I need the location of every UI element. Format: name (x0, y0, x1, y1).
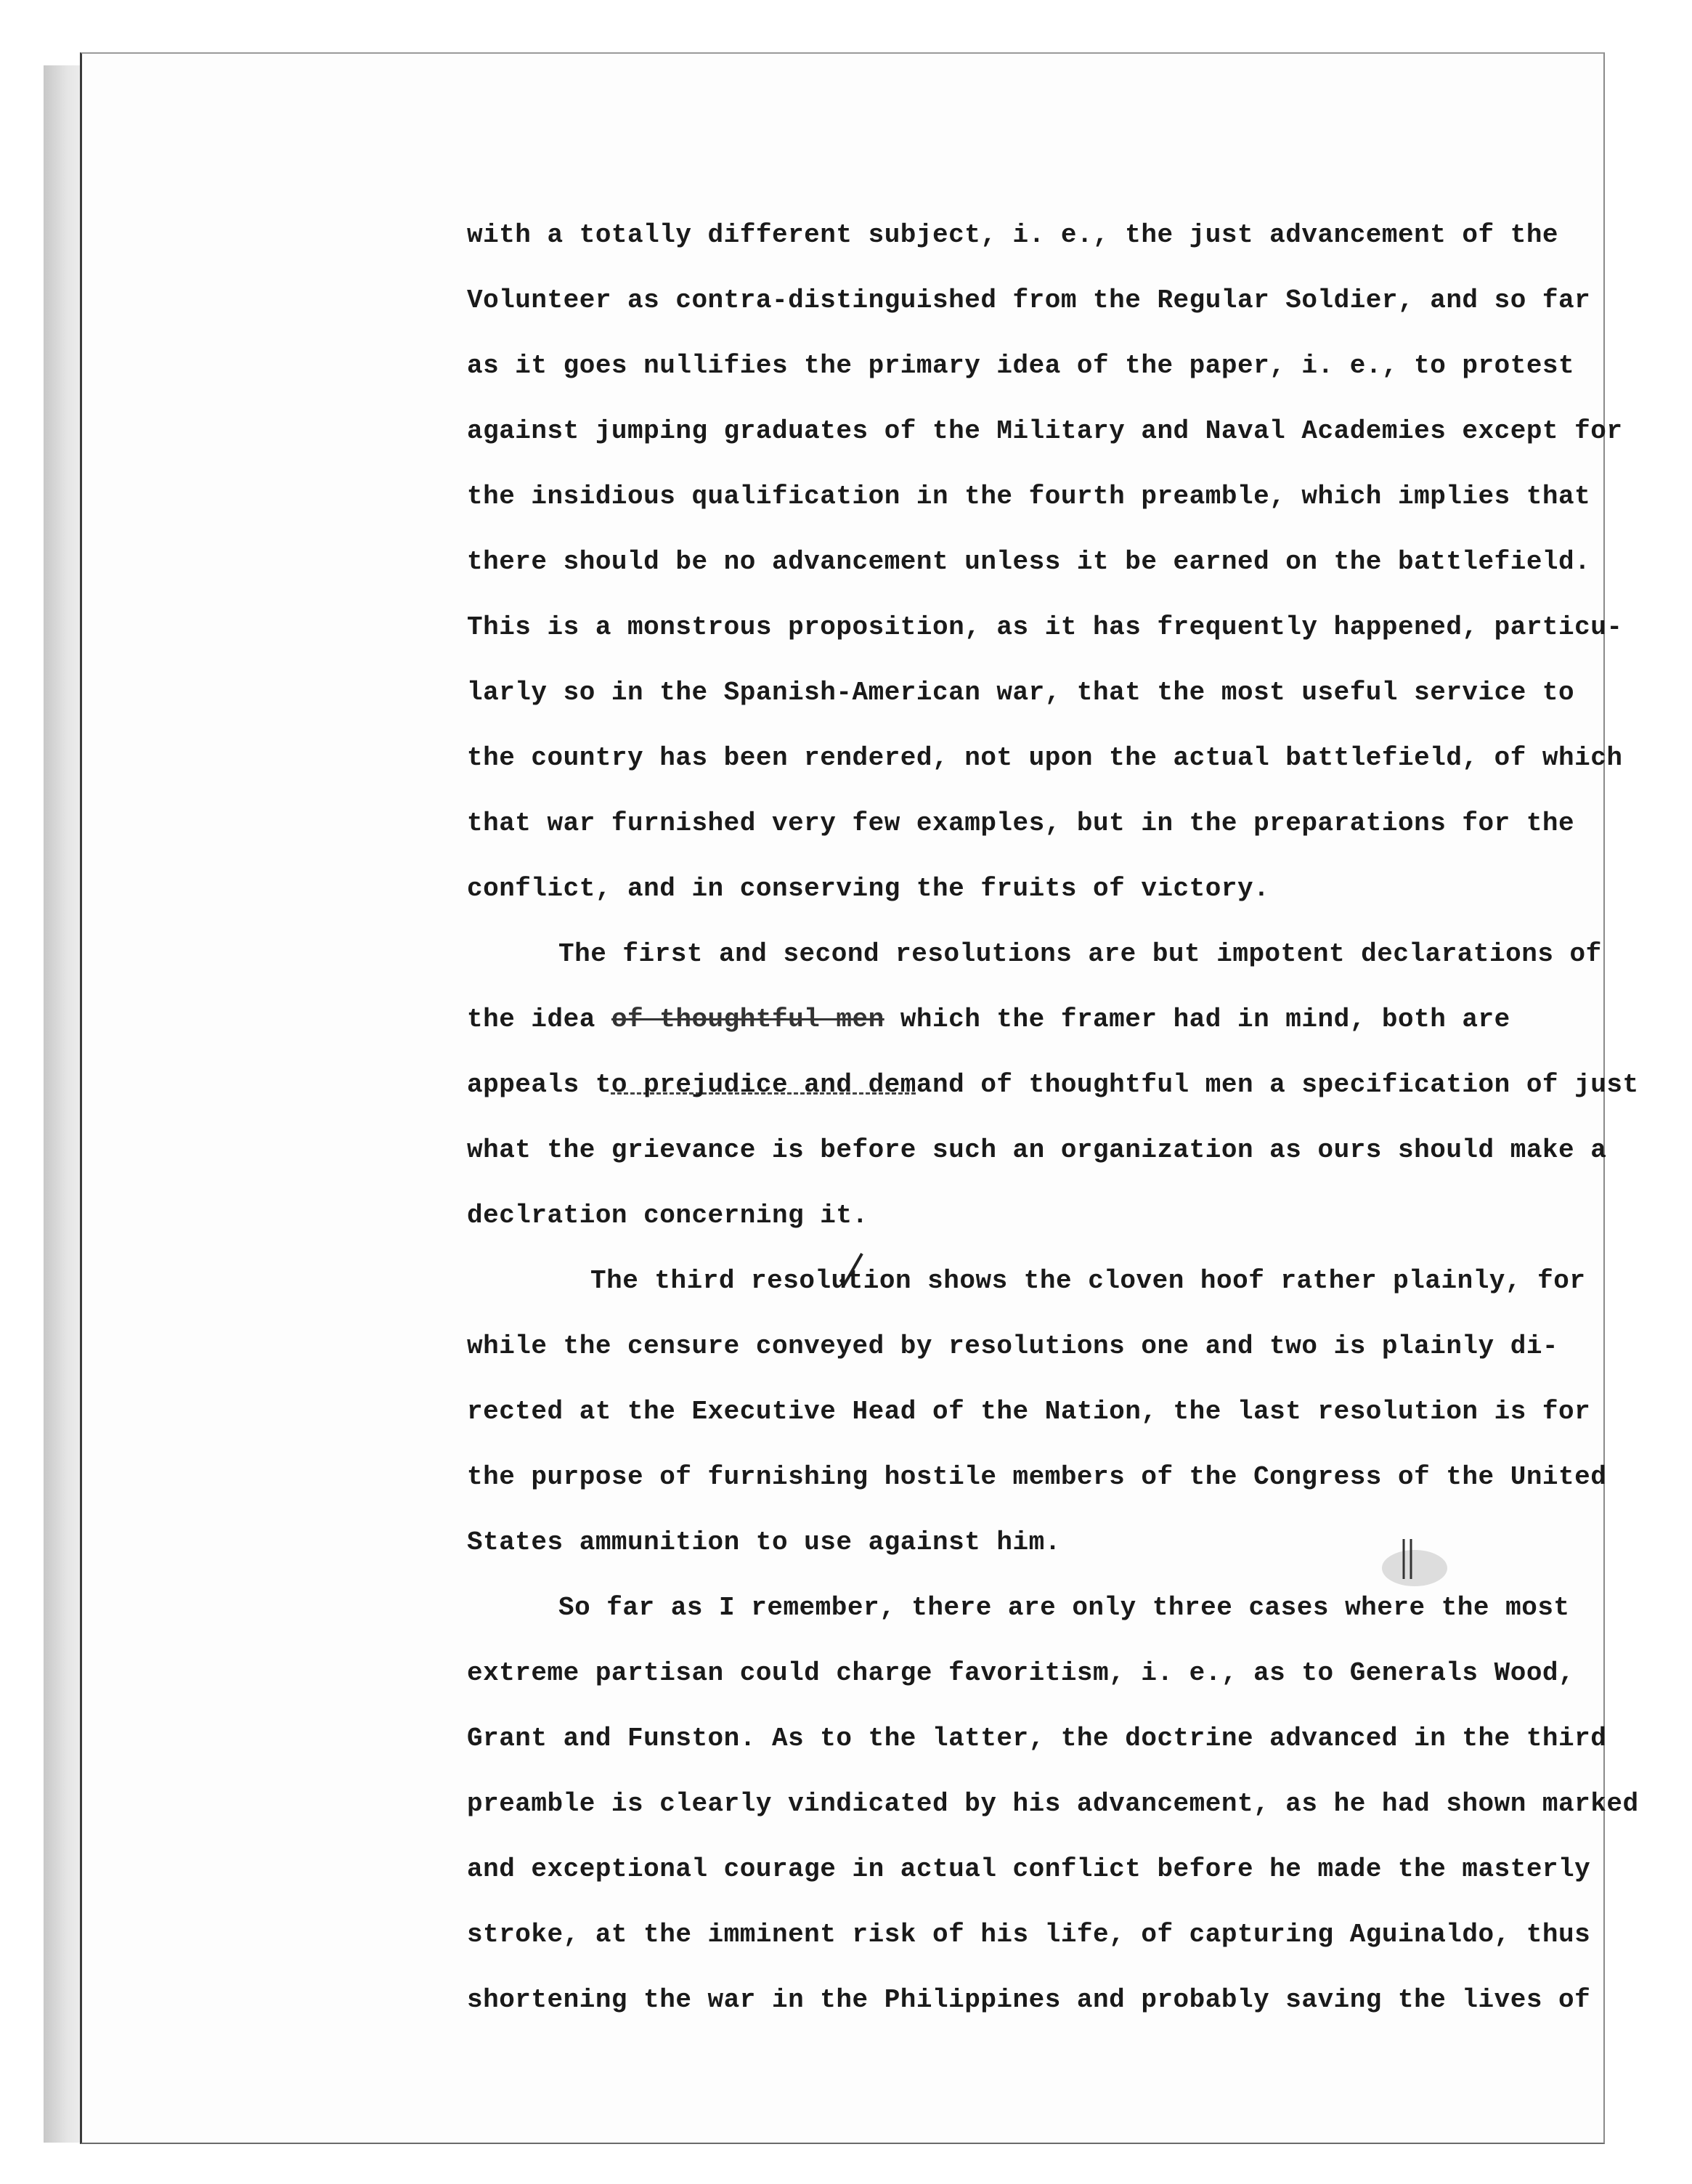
text-fragment: the idea (467, 1004, 595, 1034)
text-line: stroke, at the imminent risk of his life, of capturing Aguinaldo, thus (467, 1920, 1591, 1949)
text-line: So far as I remember, there are only three cases where the most (558, 1593, 1570, 1623)
text-line: that war furnished very few examples, but in the preparations for the (467, 808, 1575, 838)
typed-page (80, 52, 1639, 2144)
text-line: with a totally different subject, i. e., the just advancement of the (467, 220, 1559, 250)
text-line: against jumping graduates of the Military and Naval Academies except for (467, 416, 1623, 446)
ink-smudge-icon (1375, 1535, 1455, 1594)
text-line: declration concerning it. (467, 1201, 869, 1230)
text-line: States ammunition to use against him. (467, 1527, 1061, 1557)
text-line: there should be no advancement unless it be earned on the battlefield. (467, 547, 1591, 577)
text-line: the purpose of furnishing hostile members of the Congress of the United (467, 1462, 1607, 1492)
text-line: Volunteer as contra-distinguished from the Regular Soldier, and so far (467, 285, 1591, 315)
text-line: the insidious qualification in the fourth preamble, which implies that (467, 482, 1591, 511)
text-line: The first and second resolutions are but impotent declarations of (558, 939, 1602, 969)
text-fragment: which the framer had in mind, both are (900, 1004, 1510, 1034)
text-line: larly so in the Spanish-American war, that the most useful service to (467, 678, 1575, 707)
text-line: shortening the war in the Philippines and probably saving the lives of (467, 1985, 1591, 2015)
document-body (82, 54, 1639, 2143)
text-line: conflict, and in conserving the fruits of victory. (467, 874, 1270, 904)
text-line: Grant and Funston. As to the latter, the doctrine advanced in the third (467, 1724, 1607, 1753)
text-line: extreme partisan could charge favoritism, i. e., as to Generals Wood, (467, 1658, 1575, 1688)
text-line: while the censure conveyed by resolutions one and two is plainly di- (467, 1331, 1559, 1361)
struck-out-text: of thoughtful men (611, 1004, 884, 1034)
text-line: and exceptional courage in actual conflict before he made the masterly (467, 1854, 1591, 1884)
text-line: preamble is clearly vindicated by his advancement, as he had shown marked (467, 1789, 1639, 1819)
text-line: The third resolution shows the cloven hoof rather plainly, for (590, 1266, 1586, 1296)
text-line: appeals to prejudice and demand of thoughtful men a specification of just (467, 1070, 1639, 1100)
text-line: as it goes nullifies the primary idea of the paper, i. e., to protest (467, 351, 1575, 381)
text-line-with-strikeout (467, 1004, 1510, 1036)
text-line: rected at the Executive Head of the Nation, the last resolution is for (467, 1397, 1591, 1426)
text-line: the country has been rendered, not upon the actual battlefield, of which (467, 743, 1623, 773)
text-line: what the grievance is before such an organization as ours should make a (467, 1135, 1607, 1165)
text-line: This is a monstrous proposition, as it has frequently happened, particu- (467, 612, 1623, 642)
